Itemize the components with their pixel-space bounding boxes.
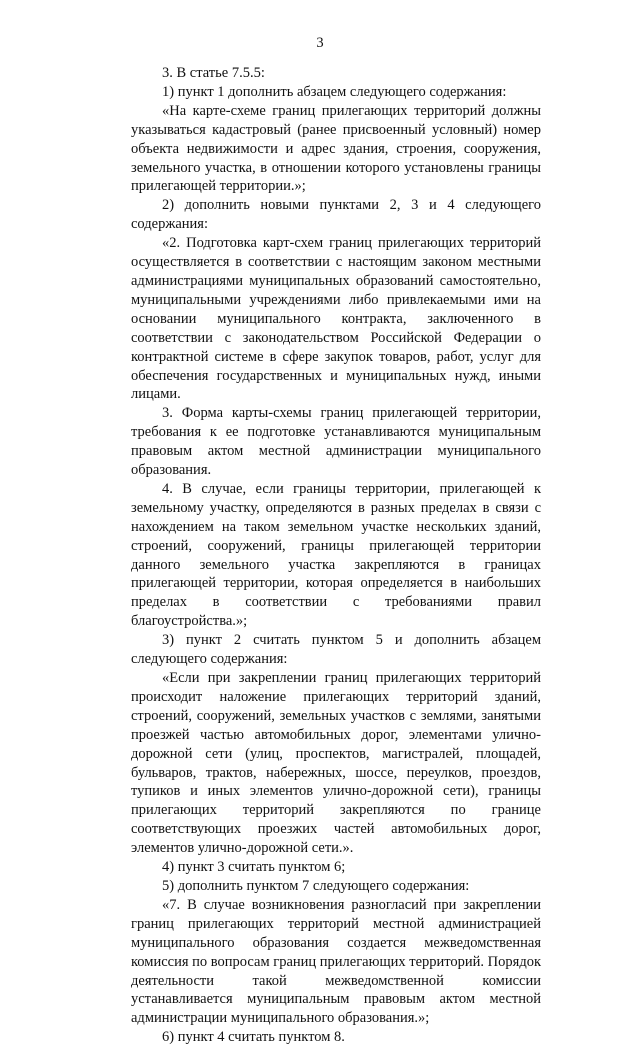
paragraph: 3. Форма карты-схемы границ прилегающей территории, требования к ее подготовке устанавливаются муниципальным правовым актом местной администрации муниципального образования.: [131, 405, 541, 479]
paragraph: 4) пункт 3 считать пунктом 6;: [162, 859, 346, 876]
paragraph: 6) пункт 4 считать пунктом 8.: [162, 1029, 345, 1046]
page-number: 3: [316, 35, 324, 51]
paragraph: «2. Подготовка карт-схем границ прилегающих территорий осуществляется в соответствии с настоящим законом местными администрациями муниципальных образований самостоятельно, муниципальными учреждениями либо привлекаемыми ими на основании муниципального контракта, заключенного в соответствии с законодательством Российской Федерации о контрактной системе в сфере закупок товаров, работ, услуг для обеспечения государственных и муниципальных нужд, иными лицами.: [131, 235, 541, 403]
paragraph: «Если при закреплении границ прилегающих территорий происходит наложение прилегающих территорий зданий, строений, сооружений, земельных участков с землями, занятыми проезжей частью автомобильных дорог, элементами улично-дорожной сети (улиц, проспектов, магистралей, площадей, бульваров, трактов, набережных, шоссе, переулков, проездов, тупиков и иных элементов улично-дорожной сети), границы прилегающих территорий закрепляются по границе соответствующих проезжих частей автомобильных дорог, элементов улично-дорожной сети.».: [131, 670, 541, 857]
paragraph: 5) дополнить пунктом 7 следующего содержания:: [162, 877, 470, 894]
paragraph: «На карте-схеме границ прилегающих территорий должны указываться кадастровый (ранее присвоенный условный) номер объекта недвижимости и адрес здания, строения, сооружения, земельного участка, в отношении которого установлены границы прилегающей территории.»;: [131, 102, 541, 195]
paragraph: 1) пункт 1 дополнить абзацем следующего содержания:: [162, 83, 507, 100]
paragraph: 2) дополнить новыми пунктами 2, 3 и 4 следующего содержания:: [131, 197, 541, 233]
paragraph: «7. В случае возникновения разногласий при закреплении границ прилегающих территорий местной администрацией муниципального образования создается межведомственная комиссия по вопросам границ прилегающих территорий. Порядок деятельности такой межведомственной комиссии устанавливается муниципальным правовым актом местной администрации муниципального образования.»;: [131, 896, 542, 1027]
document-body: [131, 64, 541, 1047]
paragraph: 3) пункт 2 считать пунктом 5 и дополнить абзацем следующего содержания:: [131, 632, 541, 668]
paragraph: 3. В статье 7.5.5:: [162, 65, 265, 81]
paragraph: 4. В случае, если границы территории, прилегающей к земельному участку, определяются в разных пределах в связи с нахождением на таком земельном участке нескольких зданий, строений, сооружений, границы прилегающей территории данного земельного участка закрепляются в границах прилегающей территории, которая определяется в наибольших пределах в соответствии с требованиями правил благоустройства.»;: [131, 480, 541, 630]
